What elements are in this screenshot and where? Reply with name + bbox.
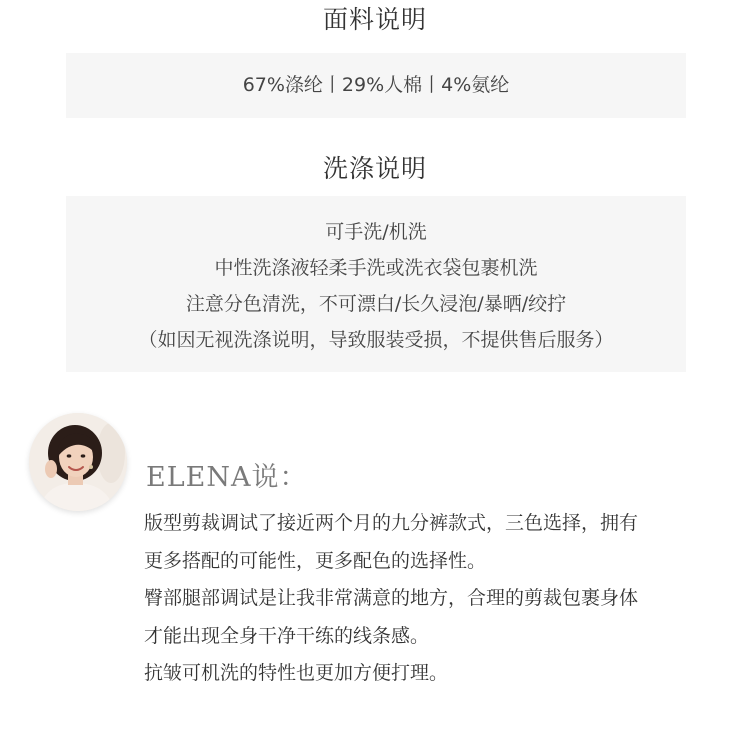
designer-comment-title: ELENA说： (146, 462, 308, 493)
washing-line: 可手洗/机洗 (325, 221, 427, 243)
fabric-composition: 67%涤纶丨29%人棉丨4%氨纶 (242, 74, 510, 96)
fabric-info-box (66, 53, 686, 118)
washing-line: 注意分色清洗，不可漂白/长久浸泡/暴晒/绞拧 (185, 293, 567, 315)
woman-portrait-avatar-icon (29, 413, 127, 511)
designer-avatar (29, 413, 127, 511)
comment-line: 抗皱可机洗的特性也更加方便打理。 (144, 662, 449, 684)
washing-line: 中性洗涤液轻柔手洗或洗衣袋包裹机洗 (214, 257, 538, 279)
washing-line: （如因无视洗涤说明，导致服装受损，不提供售后服务） (138, 329, 614, 351)
comment-line: 臀部腿部调试是让我非常满意的地方，合理的剪裁包裹身体 (144, 587, 639, 609)
comment-line: 更多搭配的可能性，更多配色的选择性。 (144, 549, 487, 572)
comment-line: 才能出现全身干净干练的线条感。 (144, 624, 430, 647)
comment-line: 版型剪裁调试了接近两个月的九分裤款式，三色选择，拥有 (144, 512, 639, 534)
fabric-section-title: 面料说明 (322, 5, 427, 34)
washing-info-box (66, 196, 686, 372)
designer-comment (144, 505, 704, 693)
washing-section-title: 洗涤说明 (322, 154, 427, 183)
